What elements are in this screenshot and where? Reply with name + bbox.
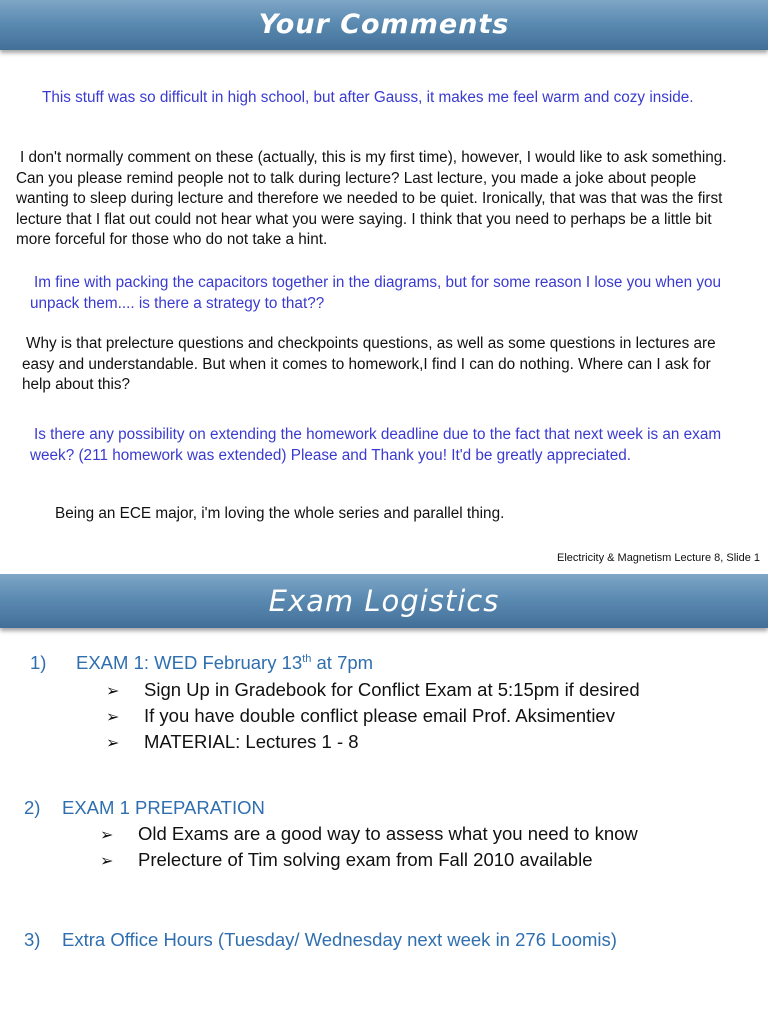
slide-title: Your Comments (0, 0, 768, 50)
item-office-hours (24, 929, 617, 951)
sub-item-text: MATERIAL: Lectures 1 - 8 (144, 731, 359, 752)
comment-2: I don't normally comment on these (actually, this is my first time), however, I would like to ask something. Can you please remind people not to talk during lecture? Last lecture, you made a joke about people wanting to sleep during lecture and therefore we needed to be quiet. Ironically, that was that was the first lecture that I flat out could not hear what you were saying. I think that you need to perhaps be a little bit more forceful for those who do not take a hint. (16, 149, 727, 248)
arrow-bullet-icon: ➢ (106, 709, 120, 726)
slide-footer: Electricity & Magnetism Lecture 8, Slide 1 (557, 552, 760, 564)
arrow-bullet-icon: ➢ (100, 827, 114, 844)
sub-item (106, 731, 359, 753)
comment-6: Being an ECE major, i'm loving the whole series and parallel thing. (55, 505, 505, 522)
arrow-bullet-icon: ➢ (106, 683, 120, 700)
comment-1: This stuff was so difficult in high school, but after Gauss, it makes me feel warm and cozy inside. (42, 89, 694, 106)
comment-3: Im fine with packing the capacitors together in the diagrams, but for some reason I lose you when you unpack them.... is there a strategy to that?? (30, 274, 722, 312)
item-text-after: at 7pm (311, 652, 374, 673)
item-text: Extra Office Hours (Tuesday/ Wednesday next week in 276 Loomis) (62, 929, 617, 950)
item-number: 1) (30, 652, 47, 673)
item-exam-preparation (24, 797, 265, 819)
sub-item-text: Prelecture of Tim solving exam from Fall 2010 available (138, 849, 593, 870)
sub-item (100, 849, 592, 871)
slide-title: Exam Logistics (0, 574, 768, 628)
sub-item-text: If you have double conflict please email Prof. Aksimentiev (144, 705, 615, 726)
item-text: EXAM 1 PREPARATION (62, 797, 265, 818)
sub-item-text: Old Exams are a good way to assess what you need to know (138, 823, 638, 844)
arrow-bullet-icon: ➢ (100, 853, 114, 870)
sub-item (100, 823, 638, 845)
arrow-bullet-icon: ➢ (106, 735, 120, 752)
sub-item (106, 679, 640, 701)
item-superscript: th (302, 652, 312, 665)
slide-exam-logistics (0, 574, 768, 1024)
item-number: 3) (24, 929, 41, 950)
sub-item (106, 705, 615, 727)
item-number: 2) (24, 797, 41, 818)
sub-item-text: Sign Up in Gradebook for Conflict Exam at 5:15pm if desired (144, 679, 640, 700)
comment-4: Why is that prelecture questions and checkpoints questions, as well as some questions in lectures are easy and understandable. But when it comes to homework,I find I can do nothing. Where can I ask for help about this? (22, 335, 716, 393)
comment-5: Is there any possibility on extending the homework deadline due to the fact that next week is an exam week? (211 homework was extended) Please and Thank you! It'd be greatly appreciated. (30, 426, 722, 464)
item-text: EXAM 1: WED February 13 (76, 652, 303, 673)
item-exam-1 (30, 652, 373, 674)
